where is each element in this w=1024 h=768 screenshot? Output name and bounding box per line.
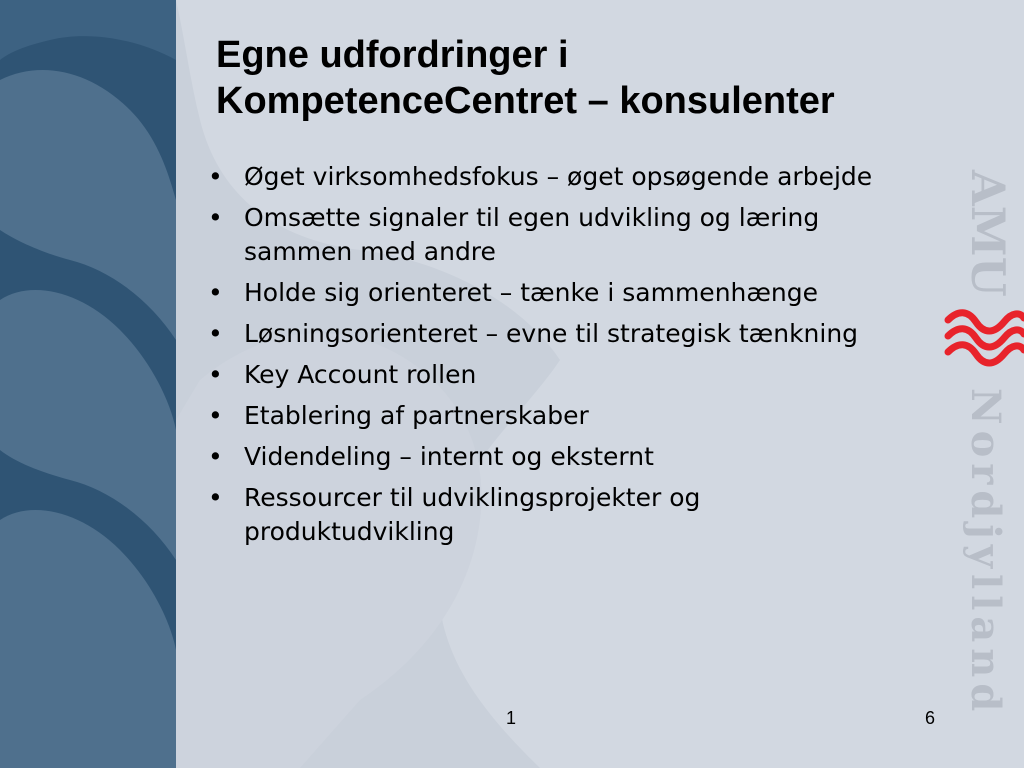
list-item [206,160,906,194]
list-item [206,201,906,269]
slide-title-line-2: KompetenceCentret – konsulenter [216,80,835,122]
slide-title-line-1: Egne udfordringer i [216,34,569,76]
bullet-text: Etablering af partnerskaber [244,401,589,430]
bullet-text: Videndeling – internt og eksternt [244,442,654,471]
bullet-dot: • [208,401,223,430]
bullet-text: Løsningsorienteret – evne til strategisk tænkning [244,319,859,348]
bullet-dot: • [208,278,223,307]
logo-wave-icon [948,313,1024,363]
list-item [206,358,906,392]
footer-number-left: 1 [506,708,517,728]
bullet-dot: • [208,203,223,232]
list-item [206,399,906,433]
bullet-dot: • [208,483,223,512]
bullet-text: Øget virksomhedsfokus – øget opsøgende arbejde [244,162,873,191]
slide-number: 6 [925,708,936,728]
logo-amu-text: AMU [961,170,1015,297]
list-item [206,481,906,549]
bullet-text: Holde sig orienteret – tænke i sammenhænge [244,278,819,307]
amu-nordjylland-logo [928,160,1024,730]
logo-nordjylland-text: Nordjylland [962,388,1009,718]
list-item [206,276,906,310]
list-item [206,440,906,474]
bullet-dot: • [208,360,223,389]
bullet-dot: • [208,442,223,471]
list-item [206,317,906,351]
bullet-list [206,160,906,556]
bullet-dot: • [208,319,223,348]
slide-title [216,32,1006,124]
left-decorative-band [0,0,176,768]
bullet-text: Key Account rollen [244,360,477,389]
bullet-text: Omsætte signaler til egen udvikling og læring sammen med andre [244,203,820,266]
bullet-text: Ressourcer til udviklingsprojekter og produktudvikling [244,483,701,546]
bullet-dot: • [208,162,223,191]
